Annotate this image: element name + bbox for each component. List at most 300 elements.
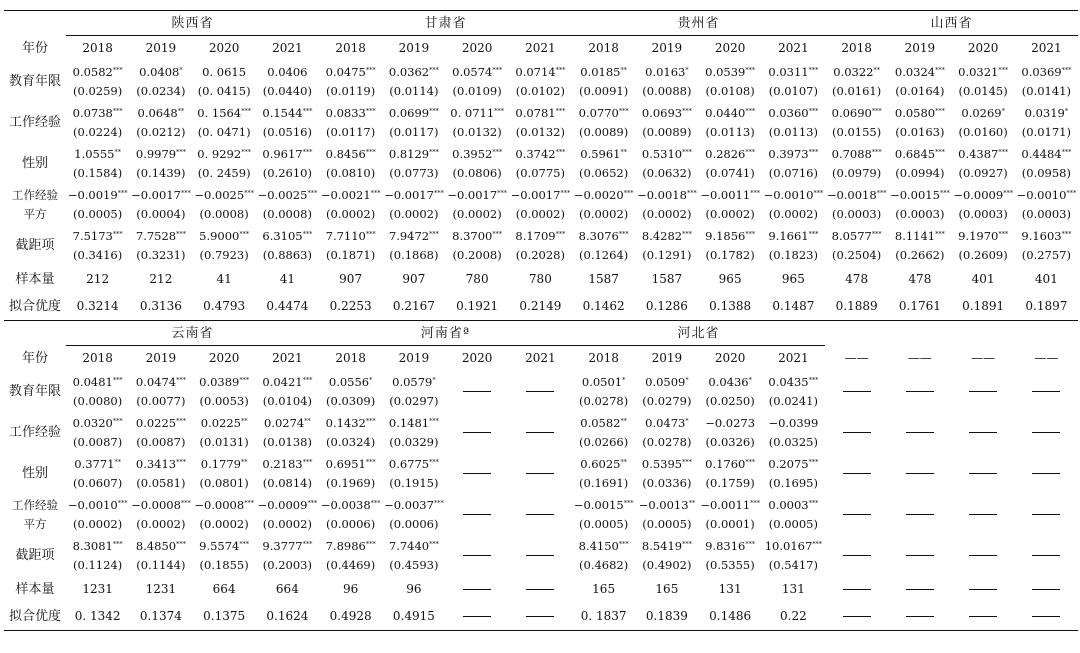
coef-value: 0.0481 [72, 374, 113, 389]
significance-stars: *** [1061, 229, 1072, 238]
row-label: 截距项 [15, 238, 55, 253]
r-squared-cell: 0.4474 [256, 293, 319, 321]
sample-size-cell [446, 576, 509, 603]
coef-cell [509, 494, 572, 535]
empty-cell-dash [843, 616, 871, 617]
empty-cell-dash [906, 555, 934, 556]
significance-stars: *** [623, 498, 634, 507]
sample-size-cell: 165 [655, 582, 679, 596]
empty-cell-dash [969, 589, 997, 590]
coef-cell [762, 494, 825, 535]
significance-stars: *** [112, 539, 123, 548]
coef-cell [762, 61, 825, 102]
coef-row [4, 412, 1078, 453]
coefficient [762, 496, 825, 515]
coef-cell [319, 184, 382, 225]
coef-value: 7.7440 [388, 538, 430, 553]
coef-value: 0.0321 [958, 64, 999, 79]
empty-cell-dash [526, 391, 554, 392]
coefficient [256, 227, 319, 246]
year-cell: 2019 [651, 41, 683, 55]
coefficient [193, 186, 256, 205]
coef-cell [1015, 535, 1078, 576]
coef-value: 8.3076 [578, 228, 619, 243]
empty-cell-dash [1032, 616, 1060, 617]
coefficient [952, 186, 1015, 205]
coefficient [319, 145, 382, 164]
std-error: (0.1264) [579, 247, 629, 262]
significance-stars: *** [176, 147, 186, 156]
std-error: (0.0141) [1021, 83, 1071, 98]
coef-value: 0.0406 [267, 64, 308, 79]
r-squared-cell: 0.4928 [319, 603, 382, 631]
coef-value: 5.9000 [199, 228, 240, 243]
std-error: (0.0002) [705, 206, 755, 221]
sample-size-cell [509, 576, 572, 603]
coefficient [129, 496, 192, 515]
coefficient [256, 537, 319, 556]
coef-value: 0.6951 [325, 456, 366, 471]
std-error: (0. 0415) [197, 83, 251, 98]
empty-cell-dash [843, 514, 871, 515]
significance-stars: *** [808, 65, 819, 74]
coef-cell [66, 61, 129, 102]
coef-value: 8.1709 [515, 228, 556, 243]
province-header: 河北省 [572, 321, 825, 346]
coef-value: −0.0018 [826, 187, 877, 202]
empty-cell-dash [906, 473, 934, 474]
row-label: 样本量 [15, 582, 55, 597]
coef-value: 0.3973 [768, 146, 809, 161]
coef-cell [66, 102, 129, 143]
significance-stars: *** [555, 106, 566, 115]
coefficient [66, 145, 129, 164]
std-error: (0.0581) [136, 475, 186, 490]
coef-cell [762, 412, 825, 453]
empty-cell-dash [526, 432, 554, 433]
std-error: (0.0138) [262, 434, 312, 449]
std-error: (0.0002) [768, 206, 818, 221]
coef-cell [825, 102, 888, 143]
significance-stars: *** [560, 188, 571, 197]
coef-cell [509, 225, 572, 266]
coef-cell [193, 61, 256, 102]
std-error: (0.0001) [705, 516, 755, 531]
significance-stars: *** [686, 188, 697, 197]
r-squared-cell: 0.2253 [319, 293, 382, 321]
r-squared-cell: 0.4793 [193, 293, 256, 321]
coef-value: 8.0577 [831, 228, 872, 243]
coef-cell [319, 143, 382, 184]
coefficient [256, 63, 319, 82]
significance-stars: ** [620, 416, 627, 425]
significance-stars: *** [365, 147, 376, 156]
significance-stars: *** [745, 457, 756, 466]
std-error: (0.0241) [768, 393, 818, 408]
sample-size-cell: 780 [528, 272, 552, 286]
coef-value: 8.3081 [72, 538, 113, 553]
significance-stars: *** [682, 229, 692, 238]
significance-stars: *** [876, 188, 887, 197]
coef-value: 0.0360 [768, 105, 809, 120]
coefficient [256, 455, 319, 474]
std-error: (0.1871) [326, 247, 376, 262]
coef-cell [319, 225, 382, 266]
std-error: (0.0212) [136, 124, 186, 139]
significance-stars: *** [429, 147, 439, 156]
regression-table-body [4, 11, 1078, 631]
coef-value: −0.0010 [763, 187, 814, 202]
empty-cell-dash [1032, 514, 1060, 515]
coef-cell [825, 61, 888, 102]
sample-size-cell: 96 [406, 582, 422, 596]
significance-stars: * [748, 375, 752, 384]
significance-stars: *** [429, 539, 439, 548]
coefficient [572, 227, 635, 246]
std-error: (0.0336) [642, 475, 692, 490]
coef-value: 0.5310 [641, 146, 683, 161]
coef-cell [256, 494, 319, 535]
std-error: (0.0053) [199, 393, 249, 408]
coef-cell [952, 535, 1015, 576]
significance-stars: ** [114, 457, 121, 466]
coef-value: 0.5395 [641, 456, 683, 471]
std-error: (0.1439) [136, 165, 186, 180]
coef-value: 0.0163 [645, 64, 686, 79]
coef-cell [635, 61, 698, 102]
std-error: (0.0002) [515, 206, 565, 221]
significance-stars: ** [241, 457, 248, 466]
coef-cell [572, 225, 635, 266]
empty-cell-dash [969, 555, 997, 556]
coefficient [635, 63, 698, 82]
coef-cell [635, 225, 698, 266]
empty-cell-dash [843, 432, 871, 433]
std-error: (0.0002) [199, 516, 249, 531]
coef-cell [66, 453, 129, 494]
coef-value: 0.0003 [768, 497, 809, 512]
year-cell: 2020 [461, 351, 493, 365]
coef-cell [635, 184, 698, 225]
std-error: (0.0008) [199, 206, 249, 221]
coefficient [129, 227, 192, 246]
year-cell: 2018 [841, 41, 872, 55]
coef-cell [319, 412, 382, 453]
std-error: (0.0632) [642, 165, 692, 180]
coef-value: −0.0025 [257, 187, 308, 202]
coef-cell [256, 102, 319, 143]
std-error: (0.3231) [136, 247, 186, 262]
significance-stars: *** [112, 375, 123, 384]
std-error: (0.0259) [73, 83, 123, 98]
coef-cell [699, 102, 762, 143]
coefficient [635, 227, 698, 246]
coef-cell [888, 535, 951, 576]
coefficient [446, 63, 509, 82]
r-squared-cell: 0.2149 [509, 293, 572, 321]
coef-cell [762, 371, 825, 412]
empty-cell-dash [969, 391, 997, 392]
coef-cell [825, 371, 888, 412]
std-error: (0.8863) [262, 247, 312, 262]
coef-value: −0.0017 [131, 187, 181, 202]
coef-cell [509, 371, 572, 412]
sample-size-cell: 212 [149, 272, 173, 286]
coef-value: 0.0269 [961, 105, 1002, 120]
r-squared-cell: 0.4915 [382, 603, 445, 631]
coef-value: 9.1603 [1021, 228, 1062, 243]
coef-cell [635, 494, 698, 535]
coef-cell [635, 412, 698, 453]
coef-value: 9.8316 [705, 538, 746, 553]
std-error: (0.0002) [452, 206, 502, 221]
std-error: (0.0171) [1021, 124, 1071, 139]
coef-cell [888, 225, 951, 266]
coef-cell [256, 143, 319, 184]
coefficient [699, 227, 762, 246]
coef-cell [699, 143, 762, 184]
coefficient [129, 414, 192, 433]
year-cell: 2018 [335, 41, 366, 55]
coefficient [66, 227, 129, 246]
coefficient [762, 227, 825, 246]
coef-value: 0.3742 [515, 146, 556, 161]
significance-stars: *** [618, 229, 629, 238]
coef-cell [762, 184, 825, 225]
empty-cell-dash [906, 514, 934, 515]
coef-cell [256, 184, 319, 225]
r-squared-cell: 0.1921 [446, 293, 509, 321]
year-cell: 2020 [208, 41, 240, 55]
r-squared-cell: 0.22 [762, 603, 825, 631]
significance-stars: *** [365, 229, 376, 238]
significance-stars: *** [750, 188, 760, 197]
coef-cell [509, 412, 572, 453]
significance-stars: *** [935, 147, 945, 156]
coef-cell [635, 102, 698, 143]
coef-value: 8.4850 [135, 538, 177, 553]
r-squared-cell: 0.2167 [382, 293, 445, 321]
coef-cell [382, 371, 445, 412]
coef-value: 9.1970 [958, 228, 999, 243]
coef-cell [446, 535, 509, 576]
std-error: (0.2609) [958, 247, 1008, 262]
coef-cell [825, 453, 888, 494]
std-error: (0.5417) [768, 557, 818, 572]
coefficient [446, 186, 509, 205]
coefficient [825, 63, 888, 82]
std-error: (0.0003) [958, 206, 1008, 221]
coef-cell [66, 184, 129, 225]
coef-cell [699, 371, 762, 412]
sample-size-cell: 907 [339, 272, 363, 286]
std-error: (0.1855) [199, 557, 249, 572]
coefficient [446, 104, 509, 123]
empty-cell-dash [969, 616, 997, 617]
std-error: (0.0114) [389, 83, 439, 98]
std-error: (0.1868) [389, 247, 439, 262]
row-label-line: 工作经验 [12, 187, 58, 202]
coef-cell [66, 535, 129, 576]
coefficient [572, 414, 635, 433]
r-squared-cell: 0.3214 [66, 293, 129, 321]
sample-size-cell: 478 [845, 272, 869, 286]
std-error: (0.0278) [579, 393, 629, 408]
coef-cell [572, 184, 635, 225]
empty-cell-dash [526, 514, 554, 515]
province-header-row [4, 11, 1078, 36]
coef-cell [319, 453, 382, 494]
coef-value: −0.0017 [384, 187, 434, 202]
std-error: (0.4593) [389, 557, 439, 572]
std-error: (0.0927) [958, 165, 1008, 180]
significance-stars: *** [112, 65, 123, 74]
significance-stars: *** [492, 229, 503, 238]
year-cell: 2020 [461, 41, 493, 55]
coef-cell [699, 184, 762, 225]
coefficient [762, 373, 825, 392]
coef-cell [256, 412, 319, 453]
coef-value: 0.1481 [388, 415, 430, 430]
coef-value: 0.1760 [705, 456, 746, 471]
significance-stars: *** [429, 65, 439, 74]
std-error: (0.0002) [326, 206, 376, 221]
coef-value: 8.3700 [452, 228, 493, 243]
coefficient [382, 63, 445, 82]
coef-cell [572, 61, 635, 102]
coef-value: 10.0167 [764, 538, 813, 553]
std-error: (0.1691) [579, 475, 629, 490]
std-error: (0.0002) [579, 206, 629, 221]
coefficient [888, 63, 951, 82]
significance-stars: ** [620, 457, 627, 466]
std-error: (0.2504) [832, 247, 882, 262]
coef-value: 0.4387 [958, 146, 999, 161]
coefficient [699, 414, 762, 433]
coef-cell [256, 453, 319, 494]
coefficient [509, 104, 572, 123]
coefficient [66, 455, 129, 474]
province-header: 山西省 [825, 11, 1078, 36]
coefficient [256, 496, 319, 515]
coef-row [4, 494, 1078, 535]
year-cell: 2019 [904, 41, 936, 55]
coef-cell [446, 61, 509, 102]
std-error: (0.0266) [579, 434, 629, 449]
significance-stars: ** [241, 416, 248, 425]
coef-cell [1015, 61, 1078, 102]
province-header [825, 321, 1078, 346]
r-squared-cell: 0.1374 [129, 603, 192, 631]
significance-stars: *** [939, 188, 950, 197]
coef-cell [699, 453, 762, 494]
significance-stars: *** [429, 416, 439, 425]
std-error: (0.0108) [705, 83, 755, 98]
coef-value: 7.9472 [388, 228, 430, 243]
empty-cell-dash [526, 589, 554, 590]
coef-value: −0.0013 [638, 497, 689, 512]
empty-cell-dash [843, 555, 871, 556]
significance-stars: *** [302, 457, 313, 466]
coef-value: 8.4150 [578, 538, 619, 553]
coef-cell [129, 494, 192, 535]
coef-cell [572, 102, 635, 143]
std-error: (0.0279) [642, 393, 692, 408]
coef-cell [66, 225, 129, 266]
std-error: (0.0326) [705, 434, 755, 449]
sample-size-row [4, 576, 1078, 603]
coef-cell [66, 143, 129, 184]
std-error: (0.1782) [705, 247, 755, 262]
coef-cell [193, 535, 256, 576]
coef-cell [699, 412, 762, 453]
coef-cell [1015, 225, 1078, 266]
coef-value: −0.0011 [700, 187, 751, 202]
significance-stars: ** [177, 106, 185, 115]
std-error: (0.1584) [73, 165, 123, 180]
coef-cell [762, 143, 825, 184]
coefficient [509, 63, 572, 82]
coef-cell [446, 494, 509, 535]
coef-cell [1015, 412, 1078, 453]
significance-stars: *** [808, 498, 819, 507]
std-error: (0.2757) [1021, 247, 1071, 262]
row-label: 样本量 [15, 272, 55, 287]
coef-value: 0.9617 [262, 146, 303, 161]
sample-size-cell: 41 [216, 272, 232, 286]
coef-value: 0.0436 [708, 374, 749, 389]
coef-value: 8.5419 [641, 538, 683, 553]
coef-cell [129, 225, 192, 266]
row-label-line: 工作经验 [12, 497, 58, 512]
year-cell: 2021 [1031, 41, 1062, 55]
std-error: (0.0806) [452, 165, 502, 180]
coefficient [635, 537, 698, 556]
coef-cell [256, 225, 319, 266]
coef-value: −0.0017 [510, 187, 561, 202]
coef-row [4, 225, 1078, 266]
std-error: (0.2008) [452, 247, 502, 262]
coef-cell [446, 143, 509, 184]
std-error: (0.0003) [832, 206, 882, 221]
coef-value: 0.0539 [705, 64, 746, 79]
r-squared-cell: 0.1891 [952, 293, 1015, 321]
coef-value: 0.0225 [135, 415, 177, 430]
coef-row [4, 143, 1078, 184]
province-header: 云南省 [66, 321, 319, 346]
std-error: (0.0810) [326, 165, 376, 180]
coefficient [699, 537, 762, 556]
coef-value: −0.0010 [67, 497, 118, 512]
coef-value: 0.0582 [580, 415, 621, 430]
coef-value: −0.0399 [768, 415, 819, 430]
coef-cell [193, 102, 256, 143]
sample-size-cell: 1587 [588, 272, 619, 286]
std-error: (0.0234) [136, 83, 186, 98]
coef-cell [699, 225, 762, 266]
empty-cell-dash [906, 391, 934, 392]
coefficient [762, 63, 825, 82]
year-cell: —— [1034, 350, 1059, 365]
year-cell: 2019 [651, 351, 683, 365]
significance-stars: *** [871, 147, 882, 156]
significance-stars: *** [492, 147, 503, 156]
coef-value: −0.0010 [1016, 187, 1067, 202]
coef-value: 0.6025 [580, 456, 621, 471]
significance-stars: *** [433, 498, 444, 507]
coefficient [193, 455, 256, 474]
coef-cell [509, 453, 572, 494]
